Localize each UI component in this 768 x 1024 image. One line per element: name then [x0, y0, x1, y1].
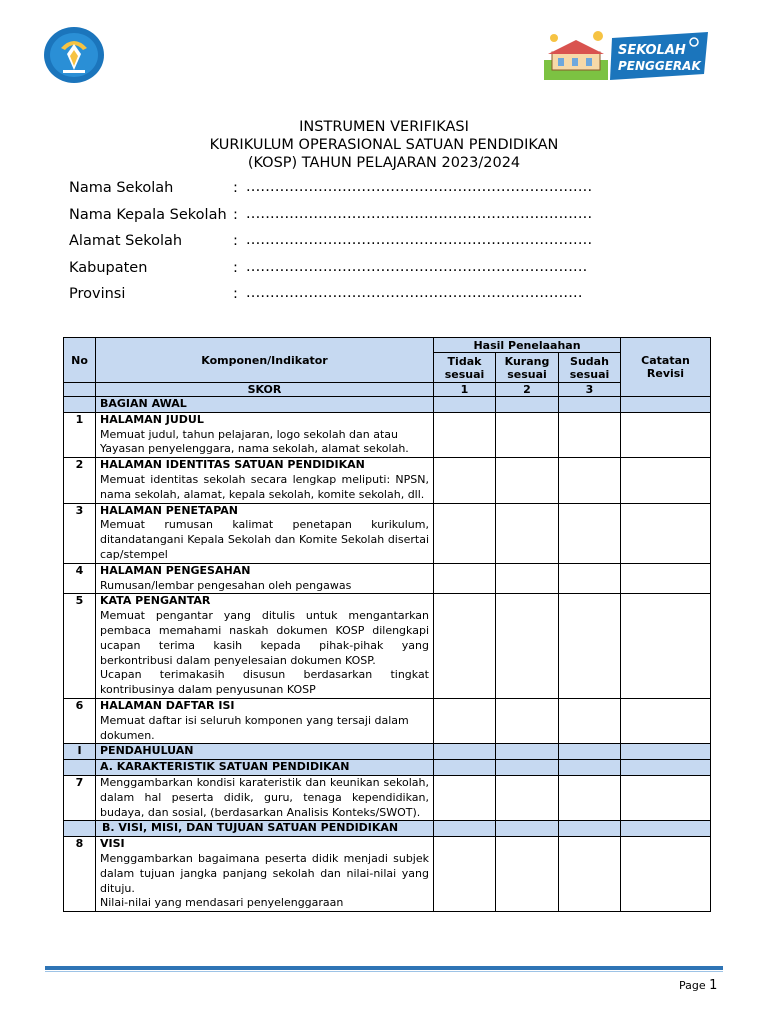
table-row [64, 458, 711, 503]
row-title: HALAMAN JUDUL [100, 412, 204, 426]
notes-cell[interactable] [621, 775, 711, 820]
info-fill-line[interactable]: ....................................................................... [246, 258, 588, 275]
notes-cell[interactable] [621, 594, 711, 699]
score-cell[interactable] [496, 837, 559, 912]
score-cell[interactable] [559, 563, 621, 594]
header-no: No [64, 338, 96, 383]
table-row [64, 594, 711, 699]
subsection-title: A. KARAKTERISTIK SATUAN PENDIDIKAN [96, 760, 434, 776]
score-cell[interactable] [434, 458, 496, 503]
info-colon: : [233, 180, 238, 196]
row-description: Memuat identitas sekolah secara lengkap meliputi: NPSN, nama sekolah, alamat, kepala sekolah, komite sekolah, dll. [100, 472, 429, 501]
row-title: KATA PENGANTAR [100, 594, 211, 608]
score-cell[interactable] [434, 594, 496, 699]
header-kurang-sesuai: Kurang sesuai [496, 353, 559, 383]
info-fill-line[interactable]: ........................................................................ [246, 232, 593, 248]
row-description: Rumusan/lembar pengesahan oleh pengawas [100, 578, 352, 592]
row-number: 2 [64, 458, 96, 503]
table-row [64, 698, 711, 743]
page-number [679, 978, 717, 993]
score-cell[interactable] [559, 837, 621, 912]
subsection-title: B. VISI, MISI, DAN TUJUAN SATUAN PENDIDIKAN [96, 821, 434, 837]
skor-1: 1 [434, 383, 496, 397]
score-cell[interactable] [496, 775, 559, 820]
row-description: Memuat rumusan kalimat penetapan kurikulum, ditandatangani Kepala Sekolah dan Komite Sekolah disertai cap/stempel [100, 518, 429, 561]
row-description-2: Nilai-nilai yang mendasari penyelenggaraan [100, 896, 344, 910]
score-cell[interactable] [434, 775, 496, 820]
score-cell[interactable] [559, 458, 621, 503]
section-number: I [64, 744, 96, 760]
score-cell[interactable] [496, 412, 559, 457]
score-cell[interactable] [559, 412, 621, 457]
score-cell[interactable] [434, 563, 496, 594]
skor-row [64, 383, 711, 397]
skor-empty [64, 383, 96, 397]
notes-cell[interactable] [621, 412, 711, 457]
page-number-value: 1 [709, 978, 718, 993]
row-number: 8 [64, 837, 96, 912]
notes-cell[interactable] [621, 503, 711, 563]
section-title: BAGIAN AWAL [96, 397, 434, 413]
section-title: PENDAHULUAN [96, 744, 434, 760]
info-fill-line[interactable]: ...................................................................... [246, 285, 583, 301]
score-cell[interactable] [496, 698, 559, 743]
notes-cell[interactable] [621, 563, 711, 594]
row-number: 5 [64, 594, 96, 699]
score-cell[interactable] [559, 698, 621, 743]
info-label: Provinsi [69, 286, 126, 302]
table-row [64, 503, 711, 563]
row-description: Menggambarkan kondisi karateristik dan keunikan sekolah, dalam hal peserta didik, guru, tenaga kependidikan, budaya, dan sosial, (berdasarkan Analisis Konteks/SWOT). [96, 775, 434, 820]
row-number: 6 [64, 698, 96, 743]
info-label: Nama Sekolah [69, 180, 174, 196]
info-colon: : [233, 286, 238, 302]
tut-wuri-handayani-logo [43, 26, 105, 84]
score-cell[interactable] [434, 412, 496, 457]
row-description: Menggambarkan bagaimana peserta didik menjadi subjek dalam tujuan jangka panjang sekolah dan nilai-nilai yang dituju. [100, 851, 429, 895]
info-label: Alamat Sekolah [69, 233, 183, 249]
logo-right-text-1: SEKOLAH [618, 43, 686, 58]
logo-right-text-2: PENGGERAK [618, 59, 701, 73]
info-fill-line[interactable]: ........................................................................ [246, 205, 593, 222]
score-cell[interactable] [434, 503, 496, 563]
row-title: HALAMAN PENETAPAN [100, 503, 238, 517]
skor-2: 2 [496, 383, 559, 397]
page-label: Page [679, 979, 706, 992]
row-description-2: Ucapan terimakasih disusun berdasarkan tingkat kontribusinya dalam penyusunan KOSP [100, 668, 429, 697]
row-title: HALAMAN DAFTAR ISI [100, 698, 235, 712]
title-line-1: INSTRUMEN VERIFIKASI [299, 119, 469, 135]
verification-table [63, 337, 711, 912]
section-row-pendahuluan [64, 744, 711, 760]
score-cell[interactable] [434, 698, 496, 743]
info-label: Nama Kepala Sekolah [69, 206, 227, 223]
score-cell[interactable] [559, 594, 621, 699]
title-line-3: (KOSP) TAHUN PELAJARAN 2023/2024 [247, 155, 521, 171]
score-cell[interactable] [559, 503, 621, 563]
row-number: 1 [64, 412, 96, 457]
notes-cell[interactable] [621, 698, 711, 743]
score-cell[interactable] [496, 503, 559, 563]
skor-label: SKOR [96, 383, 434, 397]
score-cell[interactable] [496, 458, 559, 503]
section-row-bagian-awal [64, 397, 711, 413]
table-row [64, 412, 711, 457]
score-cell[interactable] [496, 594, 559, 699]
info-colon: : [233, 206, 238, 223]
row-title: HALAMAN IDENTITAS SATUAN PENDIDIKAN [100, 458, 365, 472]
subsection-row-b [64, 821, 711, 837]
row-description: Memuat pengantar yang ditulis untuk mengantarkan pembaca memahami naskah dokumen KOSP dilengkapi ucapan terima kasih kepada pihak-pihak yang berkontribusi dalam penyelesaian dokumen KOSP. [100, 609, 429, 667]
notes-cell[interactable] [621, 458, 711, 503]
skor-3: 3 [559, 383, 621, 397]
info-colon: : [233, 259, 238, 276]
row-number: 4 [64, 563, 96, 594]
score-cell[interactable] [559, 775, 621, 820]
table-header-row [64, 338, 711, 353]
sekolah-penggerak-logo [542, 30, 712, 82]
row-description: Memuat judul, tahun pelajaran, logo sekolah dan atau Yayasan penyelenggara, nama sekolah, alamat sekolah. [100, 427, 409, 456]
table-row [64, 837, 711, 912]
footer-rule [45, 966, 723, 970]
header-hasil: Hasil Penelaahan [434, 338, 621, 353]
row-number: 3 [64, 503, 96, 563]
row-description: Memuat daftar isi seluruh komponen yang tersaji dalam dokumen. [100, 713, 409, 742]
title-line-2: KURIKULUM OPERASIONAL SATUAN PENDIDIKAN [209, 137, 559, 153]
row-title: VISI [100, 837, 125, 851]
notes-cell[interactable] [621, 837, 711, 912]
header-catatan: Catatan Revisi [621, 338, 711, 397]
table-row [64, 775, 711, 820]
info-colon: : [233, 233, 238, 249]
info-label: Kabupaten [69, 259, 148, 276]
row-title: HALAMAN PENGESAHAN [100, 563, 251, 577]
subsection-row-a [64, 760, 711, 776]
header-sudah-sesuai: Sudah sesuai [559, 353, 621, 383]
table-row [64, 563, 711, 594]
row-number: 7 [64, 775, 96, 820]
footer-rule-thin [45, 971, 723, 972]
score-cell[interactable] [496, 563, 559, 594]
header-tidak-sesuai: Tidak sesuai [434, 353, 496, 383]
score-cell[interactable] [434, 837, 496, 912]
header-komponen: Komponen/Indikator [96, 338, 434, 383]
info-fill-line[interactable]: ........................................................................ [246, 179, 593, 195]
